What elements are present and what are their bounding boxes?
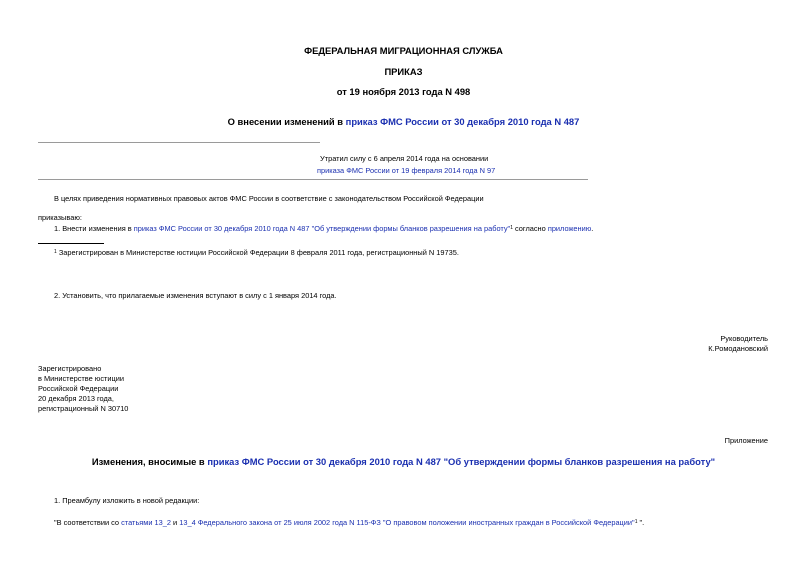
changes-title-link[interactable]: приказ ФМС России от 30 декабря 2010 года N 487 "Об утверждении формы бланков разрешения на работу" — [207, 456, 716, 467]
doc-title-prefix: О внесении изменений в — [227, 116, 346, 127]
footnote-mark: 1 — [54, 249, 57, 255]
agency-name: ФЕДЕРАЛЬНАЯ МИГРАЦИОННАЯ СЛУЖБА — [304, 45, 503, 56]
doc-date-number: от 19 ноября 2013 года N 498 — [336, 86, 471, 97]
registration-line: Зарегистрировано — [38, 364, 102, 373]
item-2: 2. Установить, что прилагаемые изменения вступают в силу с 1 января 2014 года. — [54, 291, 337, 300]
quote — [54, 518, 644, 527]
change-1: 1. Преамбулу изложить в новой редакции: — [54, 496, 200, 505]
preamble: В целях приведения нормативных правовых актов ФМС России в соответствие с законодательством Российской Федерации — [54, 194, 484, 203]
status-note-link[interactable]: приказа ФМС России от 19 февраля 2014 года N 97 — [317, 166, 496, 175]
order-word: приказываю: — [38, 213, 82, 222]
registration-line: в Министерстве юстиции — [38, 374, 125, 383]
divider — [38, 179, 588, 180]
signature-position: Руководитель — [720, 334, 768, 343]
quote-link-article[interactable]: статьями 13_2 — [121, 518, 171, 527]
registration-line: регистрационный N 30710 — [38, 404, 129, 413]
quote-prefix: "В соответствии со — [54, 518, 122, 527]
appendix-link[interactable]: приложению — [547, 224, 592, 233]
footnote-mark[interactable]: 1 — [510, 225, 513, 231]
item-1 — [54, 224, 593, 233]
footnote-mark[interactable]: 1 — [634, 519, 638, 525]
changes-title — [0, 456, 807, 467]
appendix-label: Приложение — [724, 436, 768, 445]
item-1-link[interactable]: приказ ФМС России от 30 декабря 2010 года N 487 "Об утверждении формы бланков разрешения на работу" — [133, 224, 511, 233]
doc-type: ПРИКАЗ — [384, 66, 423, 77]
footnote — [54, 248, 459, 257]
footnote-divider — [38, 243, 104, 244]
quote-link-law[interactable]: 13_4 Федерального закона от 25 июля 2002 года N 115-ФЗ "О правовом положении иностранных граждан в Российской Федерации" — [179, 518, 635, 527]
footnote-text: Зарегистрирован в Министерстве юстиции Российской Федерации 8 февраля 2011 года, регистрационный N 19735. — [56, 248, 459, 257]
divider — [38, 142, 320, 143]
item-1-prefix: 1. Внести изменения в — [54, 224, 134, 233]
signature-name: К.Ромодановский — [708, 344, 768, 353]
registration-line: 20 декабря 2013 года, — [38, 394, 114, 403]
quote-and: и — [171, 518, 180, 527]
status-note-line1: Утратил силу с 6 апреля 2014 года на основании — [320, 154, 489, 163]
changes-title-prefix: Изменения, вносимые в — [91, 456, 208, 467]
title-link[interactable]: приказ ФМС России от 30 декабря 2010 года N 487 — [345, 116, 580, 127]
registration-line: Российской Федерации — [38, 384, 119, 393]
item-1-middle: согласно — [512, 224, 548, 233]
quote-suffix: ". — [637, 518, 645, 527]
doc-title — [0, 116, 807, 127]
item-1-suffix: . — [591, 224, 594, 233]
